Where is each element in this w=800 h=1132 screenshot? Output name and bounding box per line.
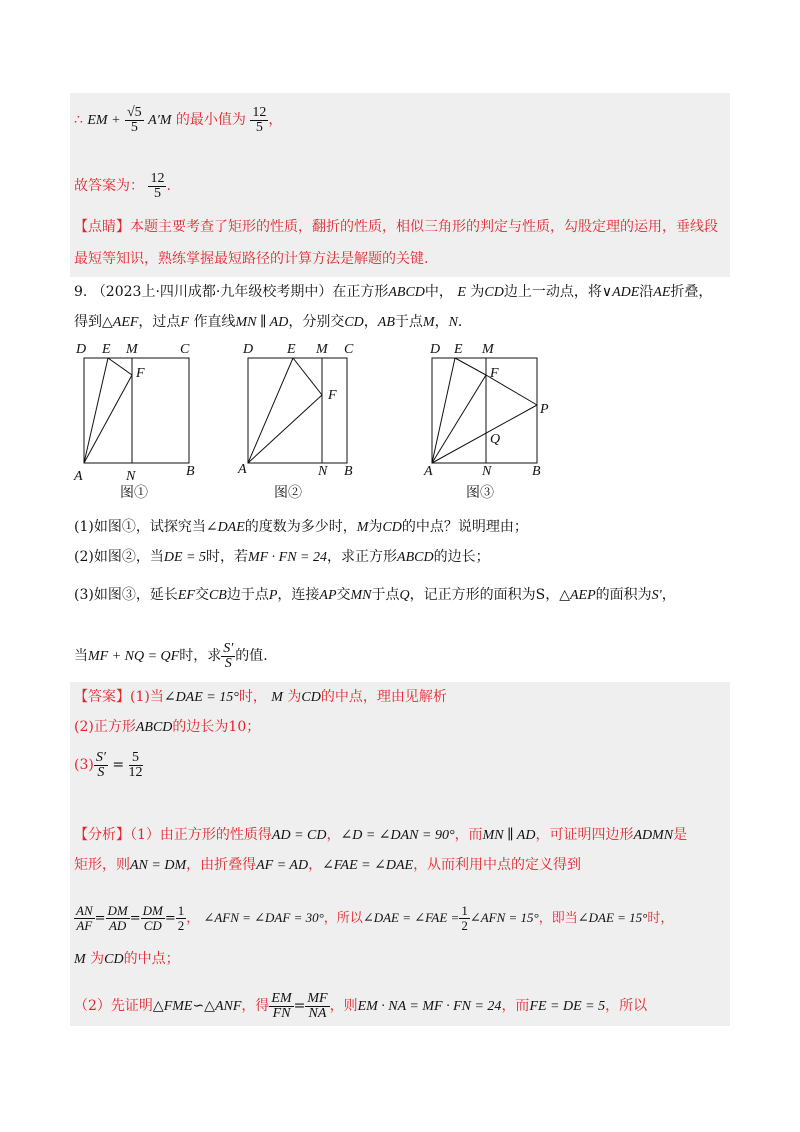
problem-line-2: 得到△AEF，过点F 作直线MN ∥ AD，分别交CD，AB于点M，N. [74, 314, 463, 330]
fig1-label-m: M [126, 342, 138, 357]
fig2-label-n: N [318, 464, 328, 479]
analysis-line-5: （2）先证明△FME∽△ANF，得 $\frac{EM}{FN}$ = $\frac{MF}{NA}$ ，则EM · NA = MF · FN = 24，而FE = DE = 5，所以 [74, 990, 648, 1021]
analysis-line-3: $\frac{AN}{AF}$ = $\frac{DM}{AD}$ = $\frac{DM}{CD}$ = $\frac{1}{2}$ ， ∠AFN = ∠DAF = 30°，所以∠DAE = ∠FAE = $\frac{1}{2}$ ∠AFN = 15°，即当∠DAE = 15°时， [76, 903, 674, 933]
answer-line: 故答案为： $\frac{12}{5}$ . [74, 170, 171, 201]
fig3-caption: 图③ [466, 486, 494, 501]
fig1-label-f: F [136, 366, 145, 381]
fig1-label-c: C [180, 342, 190, 357]
fig3-label-d: D [430, 342, 441, 357]
fig1-label-n: N [126, 469, 136, 484]
comment-line-2: 最短等知识，熟练掌握最短路径的计算方法是解题的关键. [74, 251, 429, 267]
question-3-condition: 当MF + NQ = QF时，求 $\frac{S'}{S}$ 的值. [74, 640, 268, 671]
fig1-label-a: A [74, 469, 83, 484]
fig1-caption: 图① [120, 486, 148, 501]
fig3-label-q: Q [490, 432, 501, 447]
fig3-label-n: N [482, 464, 492, 479]
fig3-label-a: A [424, 464, 433, 479]
geometry-figures [0, 335, 800, 515]
fig2-label-f: F [328, 388, 337, 403]
question-3: (3)如图③，延长EF交CB边于点P，连接AP交MN于点Q，记正方形的面积为S，△AEP的面积为S′， [74, 587, 676, 603]
fig3-label-m: M [482, 342, 494, 357]
analysis-line-2: 矩形，则AN = DM，由折叠得AF = AD，∠FAE = ∠DAE，从而利用中点的定义得到 [74, 857, 582, 873]
fig2-label-d: D [243, 342, 254, 357]
fig3-label-b: B [532, 464, 541, 479]
analysis-line-1: 【分析】（1）由正方形的性质得AD = CD，∠D = ∠DAN = 90°，而MN ∥ AD，可证明四边形ADMN是 [74, 827, 688, 843]
fig1-label-b: B [186, 464, 195, 479]
fig2-label-e: E [287, 342, 296, 357]
min-value-line: ∴ EM + $\frac{√5}{5}$ A′M 的最小值为 $\frac{12}{5}$ ， [74, 104, 283, 135]
answer-line-2: (2)正方形ABCD的边长为10； [74, 719, 261, 735]
analysis-line-4: M 为CD的中点； [74, 951, 180, 967]
answer-line-3: (3) $\frac{S'}{S}$ = $\frac{5}{12}$ [74, 749, 143, 780]
figure-3 [432, 358, 537, 463]
question-2: (2)如图②，当DE = 5时，若MF · FN = 24，求正方形ABCD的边长； [74, 549, 490, 565]
question-1: (1)如图①，试探究当∠DAE的度数为多少时，M为CD的中点？说明理由； [74, 519, 528, 535]
fig2-label-m: M [316, 342, 328, 357]
fig2-label-c: C [344, 342, 354, 357]
fig3-label-f: F [490, 366, 499, 381]
figure-2 [248, 358, 347, 463]
fig1-label-d: D [76, 342, 87, 357]
fig1-label-e: E [102, 342, 111, 357]
fig2-label-b: B [344, 464, 353, 479]
problem-line-1: 9. （2023上·四川成都·九年级校考期中）在正方形ABCD中， E 为CD边上一动点，将∨ADE沿AE折叠， [74, 284, 713, 300]
comment-line-1: 【点睛】本题主要考查了矩形的性质，翻折的性质，相似三角形的判定与性质，勾股定理的运用，垂线段 [74, 219, 718, 235]
fig2-caption: 图② [274, 486, 302, 501]
fig3-label-e: E [454, 342, 463, 357]
answer-line-1: 【答案】(1)当∠DAE = 15°时， M 为CD的中点，理由见解析 [74, 689, 447, 705]
fig2-label-a: A [238, 462, 247, 477]
fig3-label-p: P [540, 402, 549, 417]
